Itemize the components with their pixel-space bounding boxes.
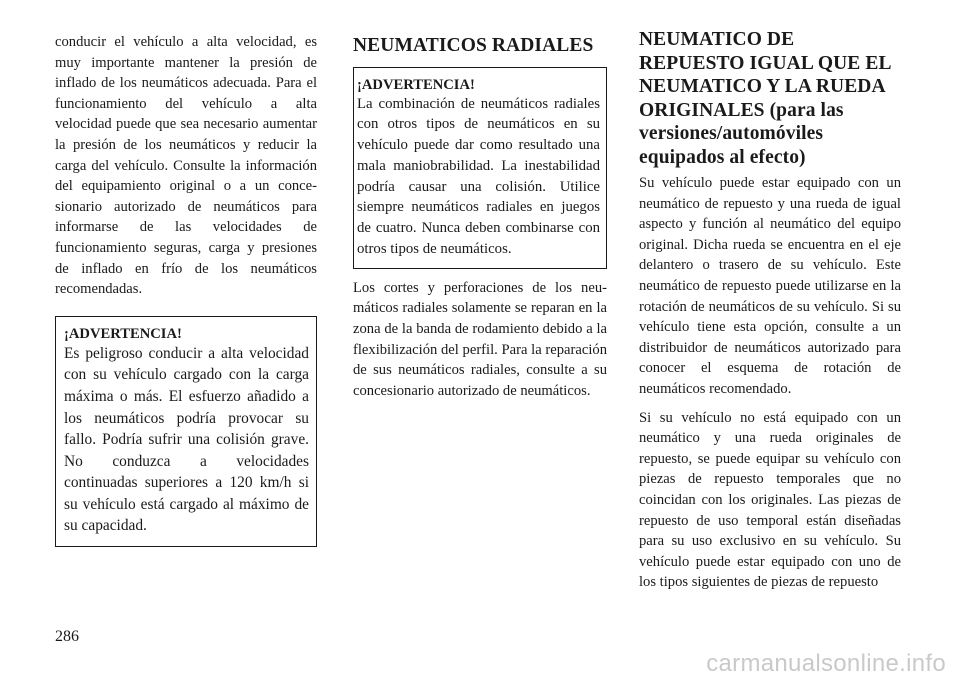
column-middle xyxy=(353,28,607,401)
warning-text: Es peligroso conducir a alta velocidad con su vehículo cargado con la carga máxima o más. El esfuerzo añadido a los neumáticos podría provocar su fallo. Podría sufrir una colisión grave. No conduzca a velocidades continuadas superiores a 120 km/h si su vehículo está cargado al máximo de su capacidad. xyxy=(64,344,309,535)
warning-box-radial xyxy=(353,67,607,269)
warning-title: ¡ADVERTENCIA! xyxy=(64,325,182,342)
heading-matching-spare: NEUMATICO DE REPUESTO IGUAL QUE EL NEUMATICO Y LA RUEDA ORIGINALES (para las versiones/automóviles equipados al efecto) xyxy=(639,29,891,168)
warning-title: ¡ADVERTENCIA! xyxy=(357,76,475,93)
paragraph-radial-repair: Los cortes y perforaciones de los neumáticos radiales solamente se reparan en la zona de la banda de rodamiento debido a la flexibilización del perfil. Para la reparación de sus neumáticos radiales, consulte a su concesionario autorizado de neumáticos. xyxy=(353,279,607,399)
column-right xyxy=(639,28,901,593)
column-left xyxy=(55,28,317,547)
paragraph-spare-temporary: Si su vehículo no está equipado con un neumático y una rueda originales de repuesto, se puede equipar su vehículo con piezas de repuesto temporales que no coincidan con los originales. Las piezas de repuesto de uso temporal están diseñadas para su uso exclusivo en su vehículo. Su vehículo puede estar equipado con uno de los tipos siguientes de piezas de repuesto xyxy=(639,409,901,591)
warning-text: La combinación de neumáticos radiales con otros tipos de neumáticos en su vehículo puede dar como resultado una mala maniobrabilidad. La inestabilidad podría causar una colisión. Utilice siempre neumáticos radiales en juegos de cuatro. Nunca deben combinarse con otros tipos de neumáticos. xyxy=(357,95,600,258)
paragraph-high-speed: conducir el vehículo a alta velocidad, es muy importante mantener la presión de inflado de los neumáticos adecuada. Para el funcionamiento del vehículo a alta velocidad puede que sea necesario aumentar la presión de los neumáticos y reducir la carga del vehículo. Consulte la información del equipamiento original o a un concesionario autorizado de neumáticos para informarse de las velocidades de funcionamiento seguras, carga y presiones de inflado en frío de los neumáticos recomendadas. xyxy=(55,34,317,298)
heading-radial-tires: NEUMATICOS RADIALES xyxy=(353,35,594,56)
page-number: 286 xyxy=(55,628,79,645)
paragraph-spare-equipped: Su vehículo puede estar equipado con un neumático de repuesto y una rueda de igual aspecto y función al neumático del equipo original. Dicha rueda se encuentra en el eje delantero o trasero de su vehículo. Este neumático de repuesto puede utilizarse en la rotación de neumáticos de su vehículo. Si su vehículo tiene esta opción, consulte a un distribuidor de neumáticos autorizado para conocer el esquema de rotación de neumáticos recomendado. xyxy=(639,175,901,397)
warning-box-overload xyxy=(55,316,317,547)
watermark: carmanualsonline.info xyxy=(706,650,946,677)
